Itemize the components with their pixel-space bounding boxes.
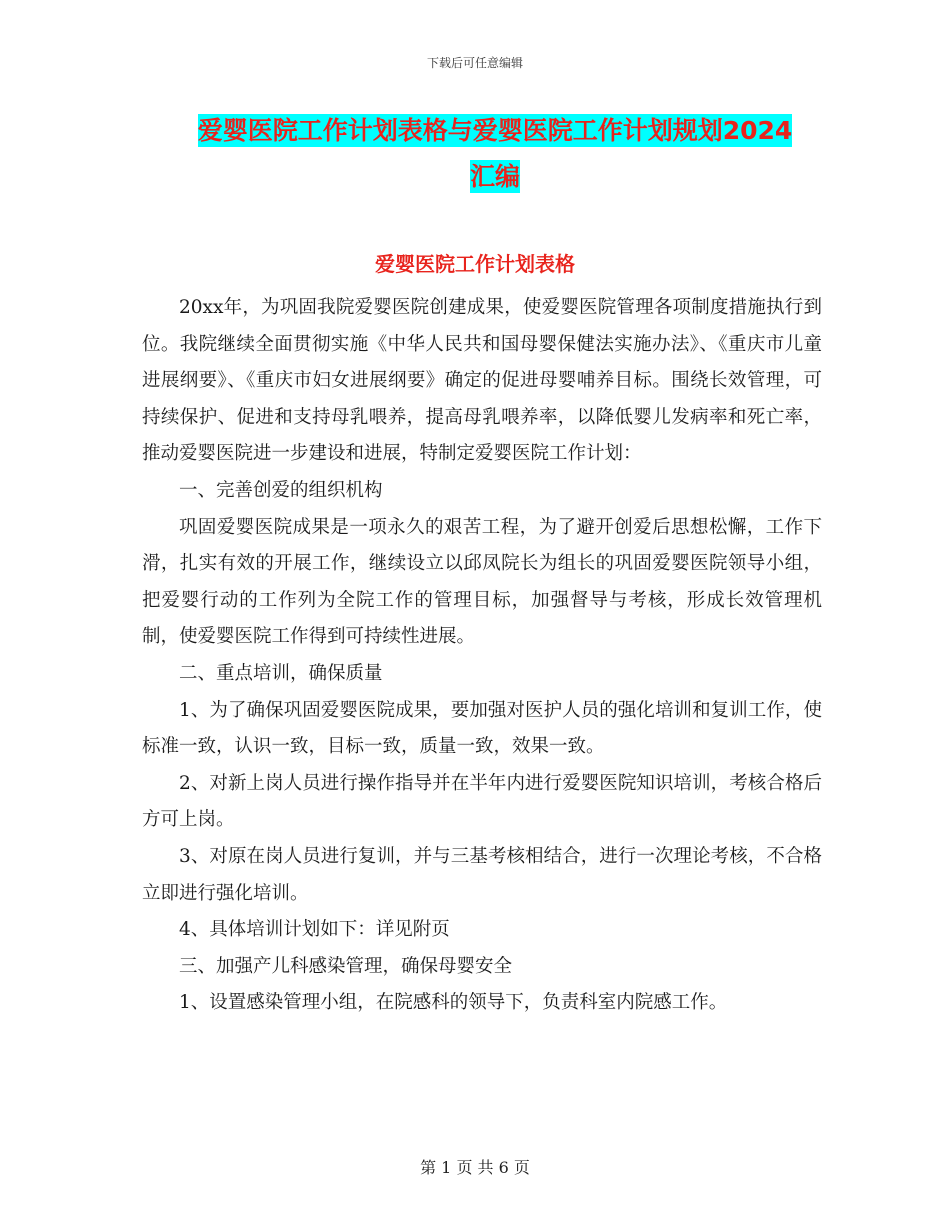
heading-organization: 一、完善创爱的组织机构 <box>179 479 383 501</box>
paragraph-organization: 巩固爱婴医院成果是一项永久的艰苦工程，为了避开创爱后思想松懈，工作下滑，扎实有效的开展工作，继续设立以邱凤院长为组长的巩固爱婴医院领导小组，把爱婴行动的工作列为全院工作的管理目标，加强督导与考核，形成长效管理机制，使爱婴医院工作得到可持续性进展。 <box>142 516 822 648</box>
paragraph-training-2: 2、对新上岗人员进行操作指导并在半年内进行爱婴医院知识培训，考核合格后方可上岗。 <box>142 772 822 831</box>
header-note: 下载后可任意编辑 <box>426 56 523 70</box>
heading-infection-control: 三、加强产儿科感染管理，确保母婴安全 <box>179 955 513 977</box>
paragraph-infection-1: 1、设置感染管理小组，在院感科的领导下，负责科室内院感工作。 <box>179 992 728 1014</box>
paragraph-training-1: 1、为了确保巩固爱婴医院成果，要加强对医护人员的强化培训和复训工作，使标准一致，认识一致，目标一致，质量一致，效果一致。 <box>142 699 822 758</box>
page-footer: 第 1 页 共 6 页 <box>420 1158 530 1177</box>
document-title-line2: 汇编 <box>469 162 520 191</box>
document-body <box>142 290 822 1022</box>
paragraph-intro: 20xx年，为巩固我院爱婴医院创建成果，使爱婴医院管理各项制度措施执行到位。我院继续全面贯彻实施《中华人民共和国母婴保健法实施办法》、《重庆市儿童进展纲要》、《重庆市妇女进展纲要》确定的促进母婴哺养目标。围绕长效管理，可持续保护、促进和支持母乳喂养，提高母乳喂养率，以降低婴儿发病率和死亡率，推动爱婴医院进一步建设和进展，特制定爱婴医院工作计划： <box>142 297 822 465</box>
document-title-line1: 爱婴医院工作计划表格与爱婴医院工作计划规划2024 <box>197 116 793 145</box>
document-title <box>170 108 820 200</box>
paragraph-training-3: 3、对原在岗人员进行复训，并与三基考核相结合，进行一次理论考核，不合格立即进行强化培训。 <box>142 845 822 904</box>
paragraph-training-4: 4、具体培训计划如下：详见附页 <box>179 919 450 941</box>
section-title: 爱婴医院工作计划表格 <box>375 252 575 276</box>
heading-training: 二、重点培训，确保质量 <box>179 662 383 684</box>
